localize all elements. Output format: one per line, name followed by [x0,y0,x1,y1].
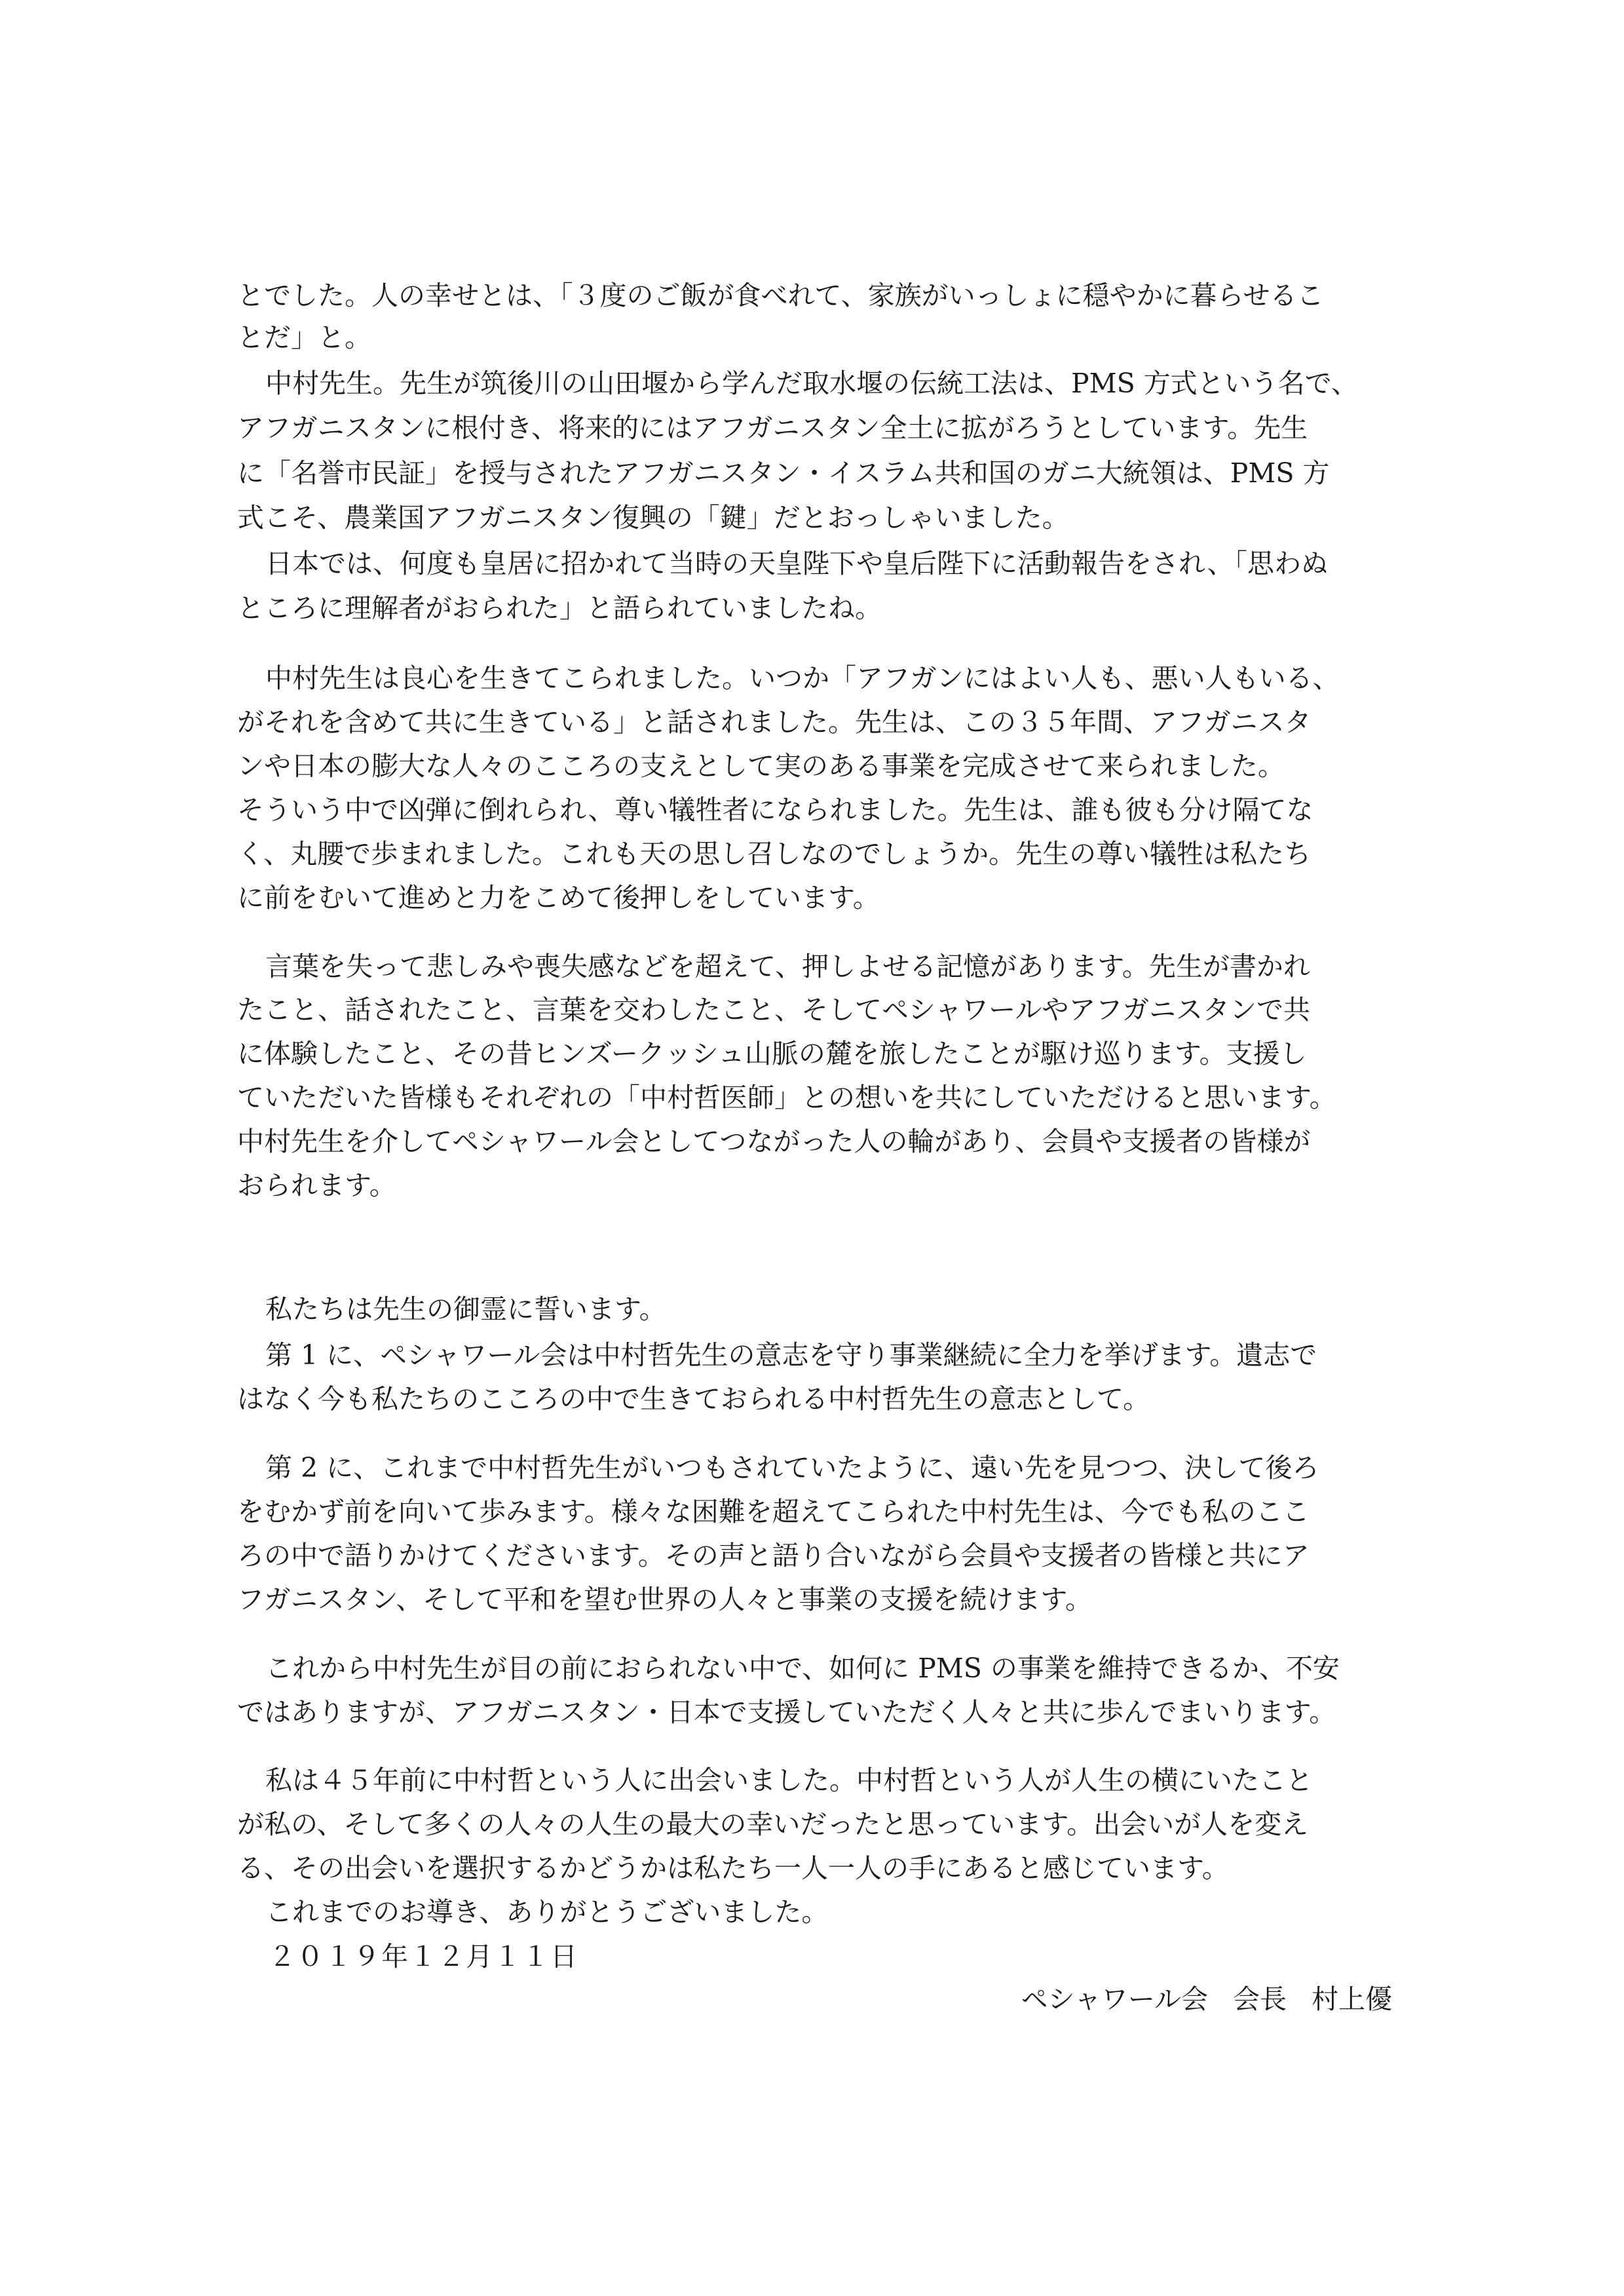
text-line: ろの中で語りかけてくださいます。その声と語り合いながら会員や支援者の皆様と共にア [237,1540,1310,1571]
text-line: 言葉を失って悲しみや喪失感などを超えて、押しよせる記憶があります。先生が書かれ [265,951,1310,982]
text-line: をむかず前を向いて歩みます。様々な困難を超えてこられた中村先生は、今でも私のここ [237,1496,1310,1527]
text-line: たこと、話されたこと、言葉を交わしたこと、そしてペシャワールやアフガニスタンで共 [237,994,1310,1025]
text-line: く、丸腰で歩まれました。これも天の思し召しなのでしょうか。先生の尊い犠牲は私たち [237,838,1312,870]
text-line: はなく今も私たちのこころの中で生きておられる中村哲先生の意志として。 [237,1383,1150,1415]
text-line: おられます。 [237,1170,396,1201]
text-line: 中村先生を介してペシャワール会としてつながった人の輪があり、会員や支援者の皆様が [237,1126,1311,1157]
text-line: とだ」と。 [237,322,371,353]
text-line: に体験したこと、その昔ヒンズークッシュ山脈の麓を旅したことが駆け巡ります。支援し [237,1038,1307,1069]
text-line: る、その出会いを選択するかどうかは私たち一人一人の手にあると感じています。 [237,1852,1229,1884]
text-line: アフガニスタンに根付き、将来的にはアフガニスタン全土に拡がろうとしています。先生 [237,412,1308,444]
signature-title: 会長 [1233,1983,1287,2015]
text-line: に「名誉市民証」を授与されたアフガニスタン・イスラム共和国のガニ大統領は、PMS 方 [237,457,1330,489]
text-line: 式こそ、農業国アフガニスタン復興の「鍵」だとおっしゃいました。 [237,502,1069,533]
text-line: ところに理解者がおられた」と語られていましたね。 [237,592,882,624]
text-line: がそれを含めて共に生きている」と話されました。先生は、この３５年間、アフガニスタ [237,706,1312,738]
text-line: 中村先生。先生が筑後川の山田堰から学んだ取水堰の伝統工法は、PMS 方式という名で、 [265,368,1358,399]
text-line: 日本では、何度も皇居に招かれて当時の天皇陛下や皇后陛下に活動報告をされ、「思わぬ [265,548,1328,579]
text-line: そういう中で凶弾に倒れられ、尊い犠牲者になられました。先生は、誰も彼も分け隔てな [237,794,1313,826]
document-date: ２０１９年１２月１１日 [269,1941,578,1972]
text-line: 中村先生は良心を生きてこられました。いつか「アフガンにはよい人も、悪い人もいる、 [265,662,1340,694]
text-line: ていただいた皆様もそれぞれの「中村哲医師」との想いを共にしていただけると思います。 [237,1082,1336,1113]
text-line: 第 2 に、これまで中村哲先生がいつもされていたように、遠い先を見つつ、決して後ろ [265,1452,1319,1483]
text-line: 私は４５年前に中村哲という人に出会いました。中村哲という人が人生の横にいたこと [265,1765,1313,1796]
signature-block [1021,1981,1392,2018]
text-line: これから中村先生が目の前におられない中で、如何に PMS の事業を維持できるか、不安 [265,1653,1340,1684]
signature-organization: ペシャワール会 [1021,1983,1208,2015]
text-line: が私の、そして多くの人々の人生の最大の幸いだったと思っています。出会いが人を変え [237,1808,1309,1840]
signature-name: 村上優 [1312,1983,1392,2015]
text-line: フガニスタン、そして平和を望む世界の人々と事業の支援を続けます。 [237,1584,1093,1615]
text-line: とでした。人の幸せとは、「３度のご飯が食べれて、家族がいっしょに穏やかに暮らせるこ [237,280,1324,311]
text-line: これまでのお導き、ありがとうございました。 [265,1896,829,1928]
text-line: ンや日本の膨大な人々のこころの支えとして実のある事業を完成させて来られました。 [237,750,1285,782]
text-line: 私たちは先生の御霊に誓います。 [265,1293,666,1325]
text-line: ではありますが、アフガニスタン・日本で支援していただく人々と共に歩んでまいります。 [237,1696,1336,1728]
text-line: 第 1 に、ペシャワール会は中村哲先生の意志を守り事業継続に全力を挙げます。遺志で [265,1339,1317,1371]
text-line: に前をむいて進めと力をこめて後押しをしています。 [237,882,880,913]
